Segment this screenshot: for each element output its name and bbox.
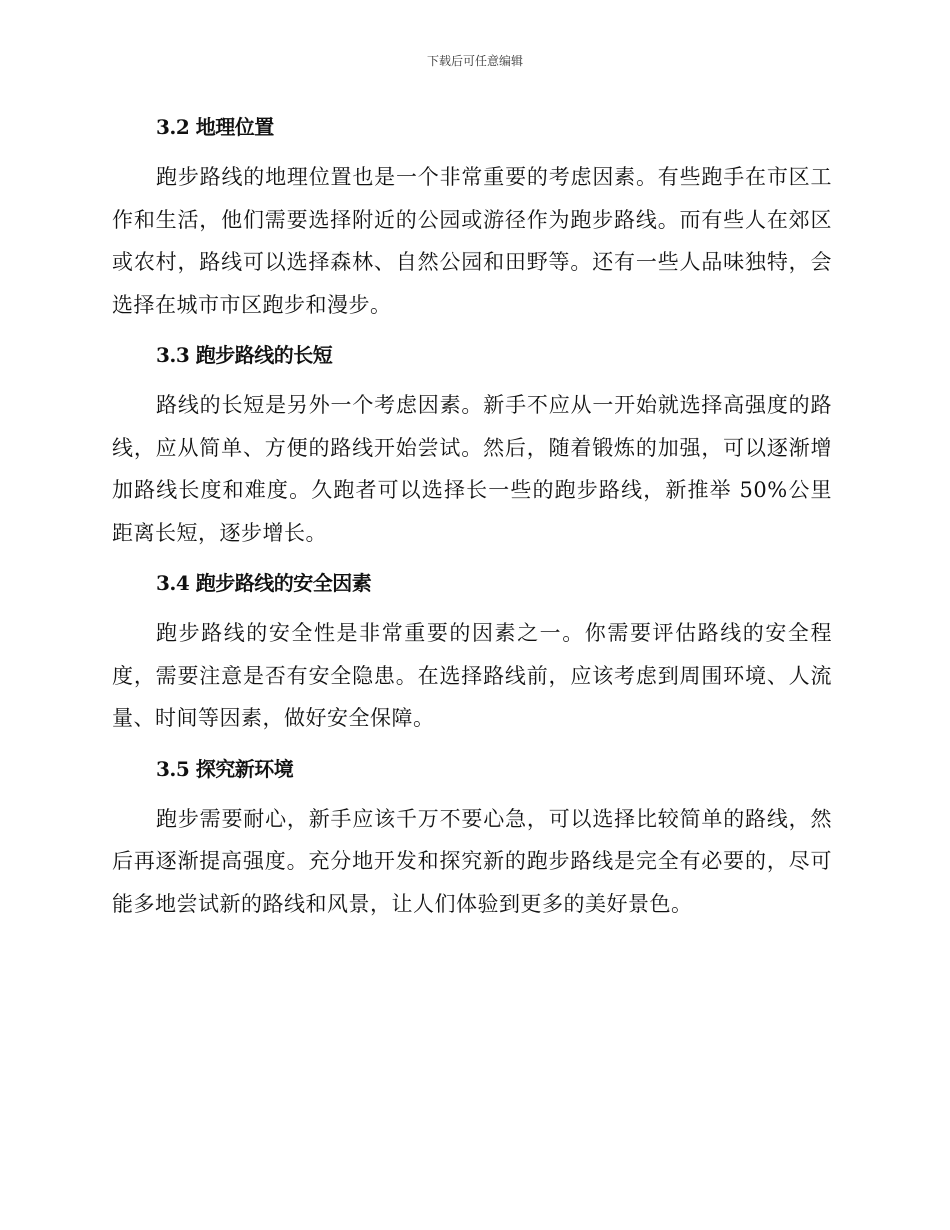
section-route-safety xyxy=(112,564,832,740)
section-explore-new-environment xyxy=(112,750,832,926)
section-route-length xyxy=(112,336,832,554)
section-geographic-location xyxy=(112,108,832,326)
section-heading: 3.4 跑步路线的安全因素 xyxy=(156,571,372,595)
document-body xyxy=(112,108,832,935)
section-paragraph: 路线的长短是另外一个考虑因素。新手不应从一开始就选择高强度的路线，应从简单、方便的路线开始尝试。然后，随着锻炼的加强，可以逐渐增加路线长度和难度。久跑者可以选择长一些的跑步路线，新推举 50%公里距离长短，逐步增长。 xyxy=(112,393,832,545)
section-heading: 3.3 跑步路线的长短 xyxy=(156,343,333,367)
section-paragraph: 跑步路线的地理位置也是一个非常重要的考虑因素。有些跑手在市区工作和生活，他们需要选择附近的公园或游径作为跑步路线。而有些人在郊区或农村，路线可以选择森林、自然公园和田野等。还有一些人品味独特，会选择在城市市区跑步和漫步。 xyxy=(112,165,832,317)
section-heading: 3.2 地理位置 xyxy=(156,115,274,139)
section-paragraph: 跑步路线的安全性是非常重要的因素之一。你需要评估路线的安全程度，需要注意是否有安全隐患。在选择路线前，应该考虑到周围环境、人流量、时间等因素，做好安全保障。 xyxy=(112,621,832,730)
section-paragraph: 跑步需要耐心，新手应该千万不要心急，可以选择比较简单的路线，然后再逐渐提高强度。充分地开发和探究新的跑步路线是完全有必要的，尽可能多地尝试新的路线和风景，让人们体验到更多的美好景色。 xyxy=(112,806,832,916)
page-header: 下载后可任意编辑 xyxy=(426,54,523,68)
section-heading: 3.5 探究新环境 xyxy=(156,756,294,781)
